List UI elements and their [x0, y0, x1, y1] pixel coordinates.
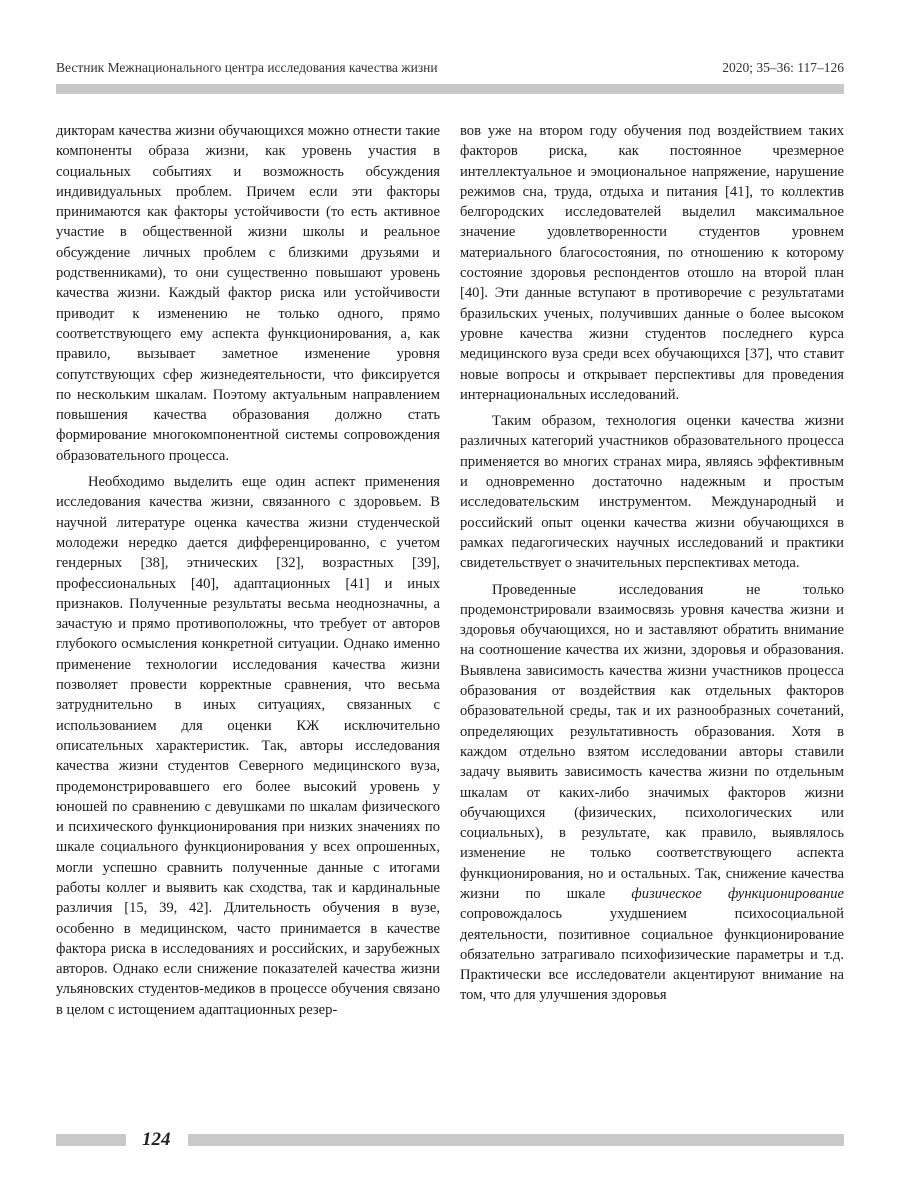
text-run: Проведенные исследования не только продемонстрировали взаимосвязь уровня качества жизни и здоровья обучающихся, но и заставляют обратить внимание на соотношение качества их жизни, здоровья и образования. Выявлена зависимость качества жизни участников процесса образования от воздействия как отдельных факторов образовательной среды, так и их разнообразных сочетаний, определяющих результативность образования. Хотя в каждом отдельно взятом исследовании авторы ставили задачу выявить зависимость качества жизни по отдельным шкалам от каких-либо значимых факторов жизни обучающихся (физических, психологических или социальных), в результате, как правило, выявлялось изменение не только соответствующего аспекта функционирования, но и остальных. Так, снижение качества жизни по шкале [460, 581, 844, 902]
italic-term: физическое функционирование [631, 885, 844, 902]
right-column [460, 121, 844, 1006]
issue-citation: 2020; 35–36: 117–126 [722, 60, 844, 75]
paragraph: Необходимо выделить еще один аспект применения исследования качества жизни, связанного с здоровьем. В научной литературе оценка качества жизни студенческой молодежи нередко дается дифференцированно, с учетом гендерных [38], этнических [32], возрастных [39], профессиональных [40], адаптационных [41] и иных признаков. Полученные результаты весьма неоднозначны, а зачастую и прямо противоположны, что требует от авторов глубокого осмысления конкретной ситуации. Однако именно применение технологии исследования качества жизни позволяет провести корректные сравнения, что весьма затруднительно в иных ситуациях, связанных с использованием для оценки КЖ исключительно описательных характеристик. Так, авторы исследования качества жизни студентов Северного медицинского вуза, продемонстрировавшего его более высокий уровень у юношей по сравнению с девушками по шкалам физического и психического функционирования при низких значениях по шкале социального функционирования у всех опрошенных, могли успешно сравнить полученные данные с итогами работы коллег и выявить как сходства, так и кардинальные различия [15, 39, 42]. Длительность обучения в вузе, особенно в медицинском, часто принимается в качестве фактора риска в исследованиях и российских, и зарубежных авторов. Однако если снижение показателей качества жизни ульяновских студентов-медиков в процессе обучения связано в целом с истощением адаптационных резер- [56, 474, 440, 1018]
page-footer [56, 1128, 844, 1152]
text-run: сопровождалось ухудшением психосоциальной деятельности, позитивное социальное функционирование обязательно затрагивало психофизические параметры и т.д. Практически все исследователи акцентируют внимание на том, что для улучшения здоровья [460, 906, 844, 1004]
page-number: 124 [142, 1129, 171, 1150]
header-rule [56, 84, 844, 94]
footer-rule-left [56, 1134, 126, 1146]
footer-rule-right [188, 1134, 844, 1146]
running-header [56, 60, 844, 76]
paragraph: вов уже на втором году обучения под воздействием таких факторов риска, как постоянное чрезмерное интеллектуальное и эмоциональное напряжение, нарушение режимов сна, труда, отдыха и питания [41], то коллектив белгородских исследователей выделил максимальное значение удовлетворенности студентов уровнем материального благосостояния, по отношению к которому состояние здоровья респондентов отошло на второй план [40]. Эти данные вступают в противоречие с результатами бразильских ученых, получивших данные о более высоком уровне качества жизни студентов последнего курса медицинского вуза среди всех обучающихся [37], что ставит новые вопросы и открывает перспективы для проведения интернациональных исследований. [460, 123, 844, 403]
paragraph: дикторам качества жизни обучающихся можно отнести такие компоненты образа жизни, как уровень участия в социальных событиях и возможность обсуждения индивидуальных проблем. Причем если эти факторы принимаются как факторы устойчивости (то есть активное участие в общественной жизни школы и реальное обсуждение личных проблем с близкими друзьями и родственниками), то они существенно повышают уровень качества жизни. Каждый фактор риска или устойчивости приводит к изменению не только одного, прямо соответствующего ему аспекта функционирования, а, как правило, вызывает заметное изменение уровня сопутствующих сфер жизнедеятельности, что фиксируется по нескольким шкалам. Поэтому актуальным направлением повышения качества образования должно стать формирование многокомпонентной системы сопровождения образовательного процесса. [56, 123, 440, 464]
left-column [56, 121, 440, 1020]
paragraph [460, 580, 844, 1006]
journal-title: Вестник Межнационального центра исследования качества жизни [56, 60, 438, 75]
paragraph: Таким образом, технология оценки качества жизни различных категорий участников образовательного процесса применяется во многих странах мира, являясь эффективным и одновременно достаточно надежным и простым исследовательским инструментом. Международный и российский опыт оценки качества жизни обучающихся в рамках педагогических научных исследований и практики свидетельствует о значительных перспективах метода. [460, 413, 844, 572]
